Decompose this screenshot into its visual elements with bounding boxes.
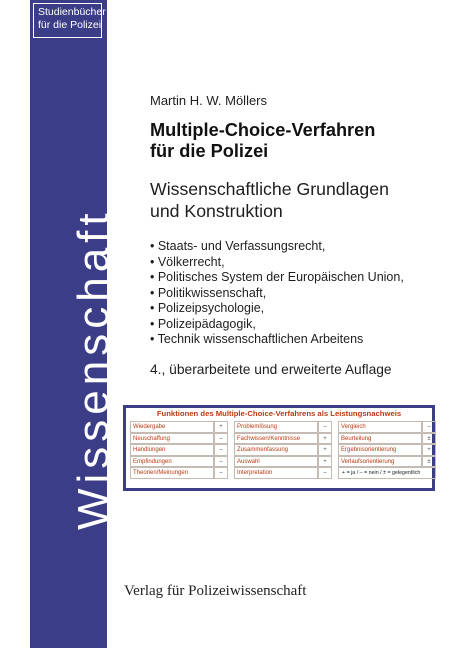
title-line1: Multiple-Choice-Verfahren: [150, 120, 376, 140]
topic-item: • Technik wissenschaftlichen Arbeitens: [150, 332, 364, 346]
topic-item: • Staats- und Verfassungsrecht,: [150, 239, 326, 253]
table-cell-symbol: –: [214, 467, 228, 479]
table-cell-label: Handlungen: [130, 444, 214, 456]
functions-table: [123, 405, 435, 491]
spine-band: [30, 0, 118, 648]
table-cell-label: Auswahl: [234, 456, 318, 468]
table-cell-label: Vergleich: [338, 421, 422, 433]
table-cell-label: Beurteilung: [338, 433, 422, 445]
topic-item: • Politikwissenschaft,: [150, 285, 267, 300]
table-cell-label: Neuschaffung: [130, 433, 214, 445]
table-cell-symbol: –: [214, 433, 228, 445]
table-caption: Funktionen des Multiple-Choice-Verfahrens als Leistungsnachweis: [156, 409, 402, 418]
table-cell-label: Theorien/Meinungen: [130, 467, 214, 479]
topic-item: • Völkerrecht,: [150, 254, 225, 269]
edition: 4., überarbeitete und erweiterte Auflage: [150, 362, 392, 377]
table-cell-symbol: –: [214, 456, 228, 468]
table-cell-symbol: +: [318, 456, 332, 468]
table-cell-symbol: ±: [422, 456, 436, 468]
table-cell-label: Interpretation: [234, 467, 318, 479]
table-grid: [130, 421, 436, 479]
table-cell-label: Wiedergabe: [130, 421, 214, 433]
publisher: [124, 583, 306, 600]
table-cell-symbol: +: [318, 433, 332, 445]
table-cell-label: Verlaufsorientierung: [338, 456, 422, 468]
table-cell-symbol: –: [318, 421, 332, 433]
series-label: [33, 3, 106, 38]
table-cell-label: Fachwissen/Kenntnisse: [234, 433, 318, 445]
series-label-line2: für die Polizei: [38, 18, 102, 31]
topic-item: • Politisches System der Europäischen Union,: [150, 270, 404, 284]
topic-item: • Polizeipädagogik,: [150, 316, 256, 331]
table-cell-symbol: ±: [422, 433, 436, 445]
publisher-main: Verlag für Polizei: [124, 583, 230, 599]
topic-item: • Polizeipsychologie,: [150, 301, 265, 315]
table-cell-symbol: –: [422, 421, 436, 433]
topic-list: [150, 239, 404, 348]
table-legend: + = ja / – = nein / ± = gelegentlich: [338, 467, 436, 479]
book-subtitle: [150, 178, 389, 222]
table-cell-symbol: –: [214, 444, 228, 456]
table-cell-label: Zusammenfassung: [234, 444, 318, 456]
book-title: [150, 120, 375, 162]
table-cell-label: Empfindungen: [130, 456, 214, 468]
series-label-line1: Studienbücher: [38, 6, 106, 18]
title-line2: für die Polizei: [150, 141, 269, 161]
table-cell-symbol: +: [422, 444, 436, 456]
subtitle-line1: Wissenschaftliche Grundlagen: [150, 179, 389, 199]
table-cell-label: Problemlösung: [234, 421, 318, 433]
publisher-tail: wissenschaft: [229, 583, 307, 599]
table-cell-symbol: +: [214, 421, 228, 433]
table-cell-symbol: –: [318, 467, 332, 479]
subtitle-line2: und Konstruktion: [150, 201, 283, 221]
spine-word: Wissenschaft: [68, 208, 118, 530]
author: Martin H. W. Möllers: [150, 93, 268, 108]
table-cell-symbol: +: [318, 444, 332, 456]
table-cell-label: Ergebnisorientierung: [338, 444, 422, 456]
